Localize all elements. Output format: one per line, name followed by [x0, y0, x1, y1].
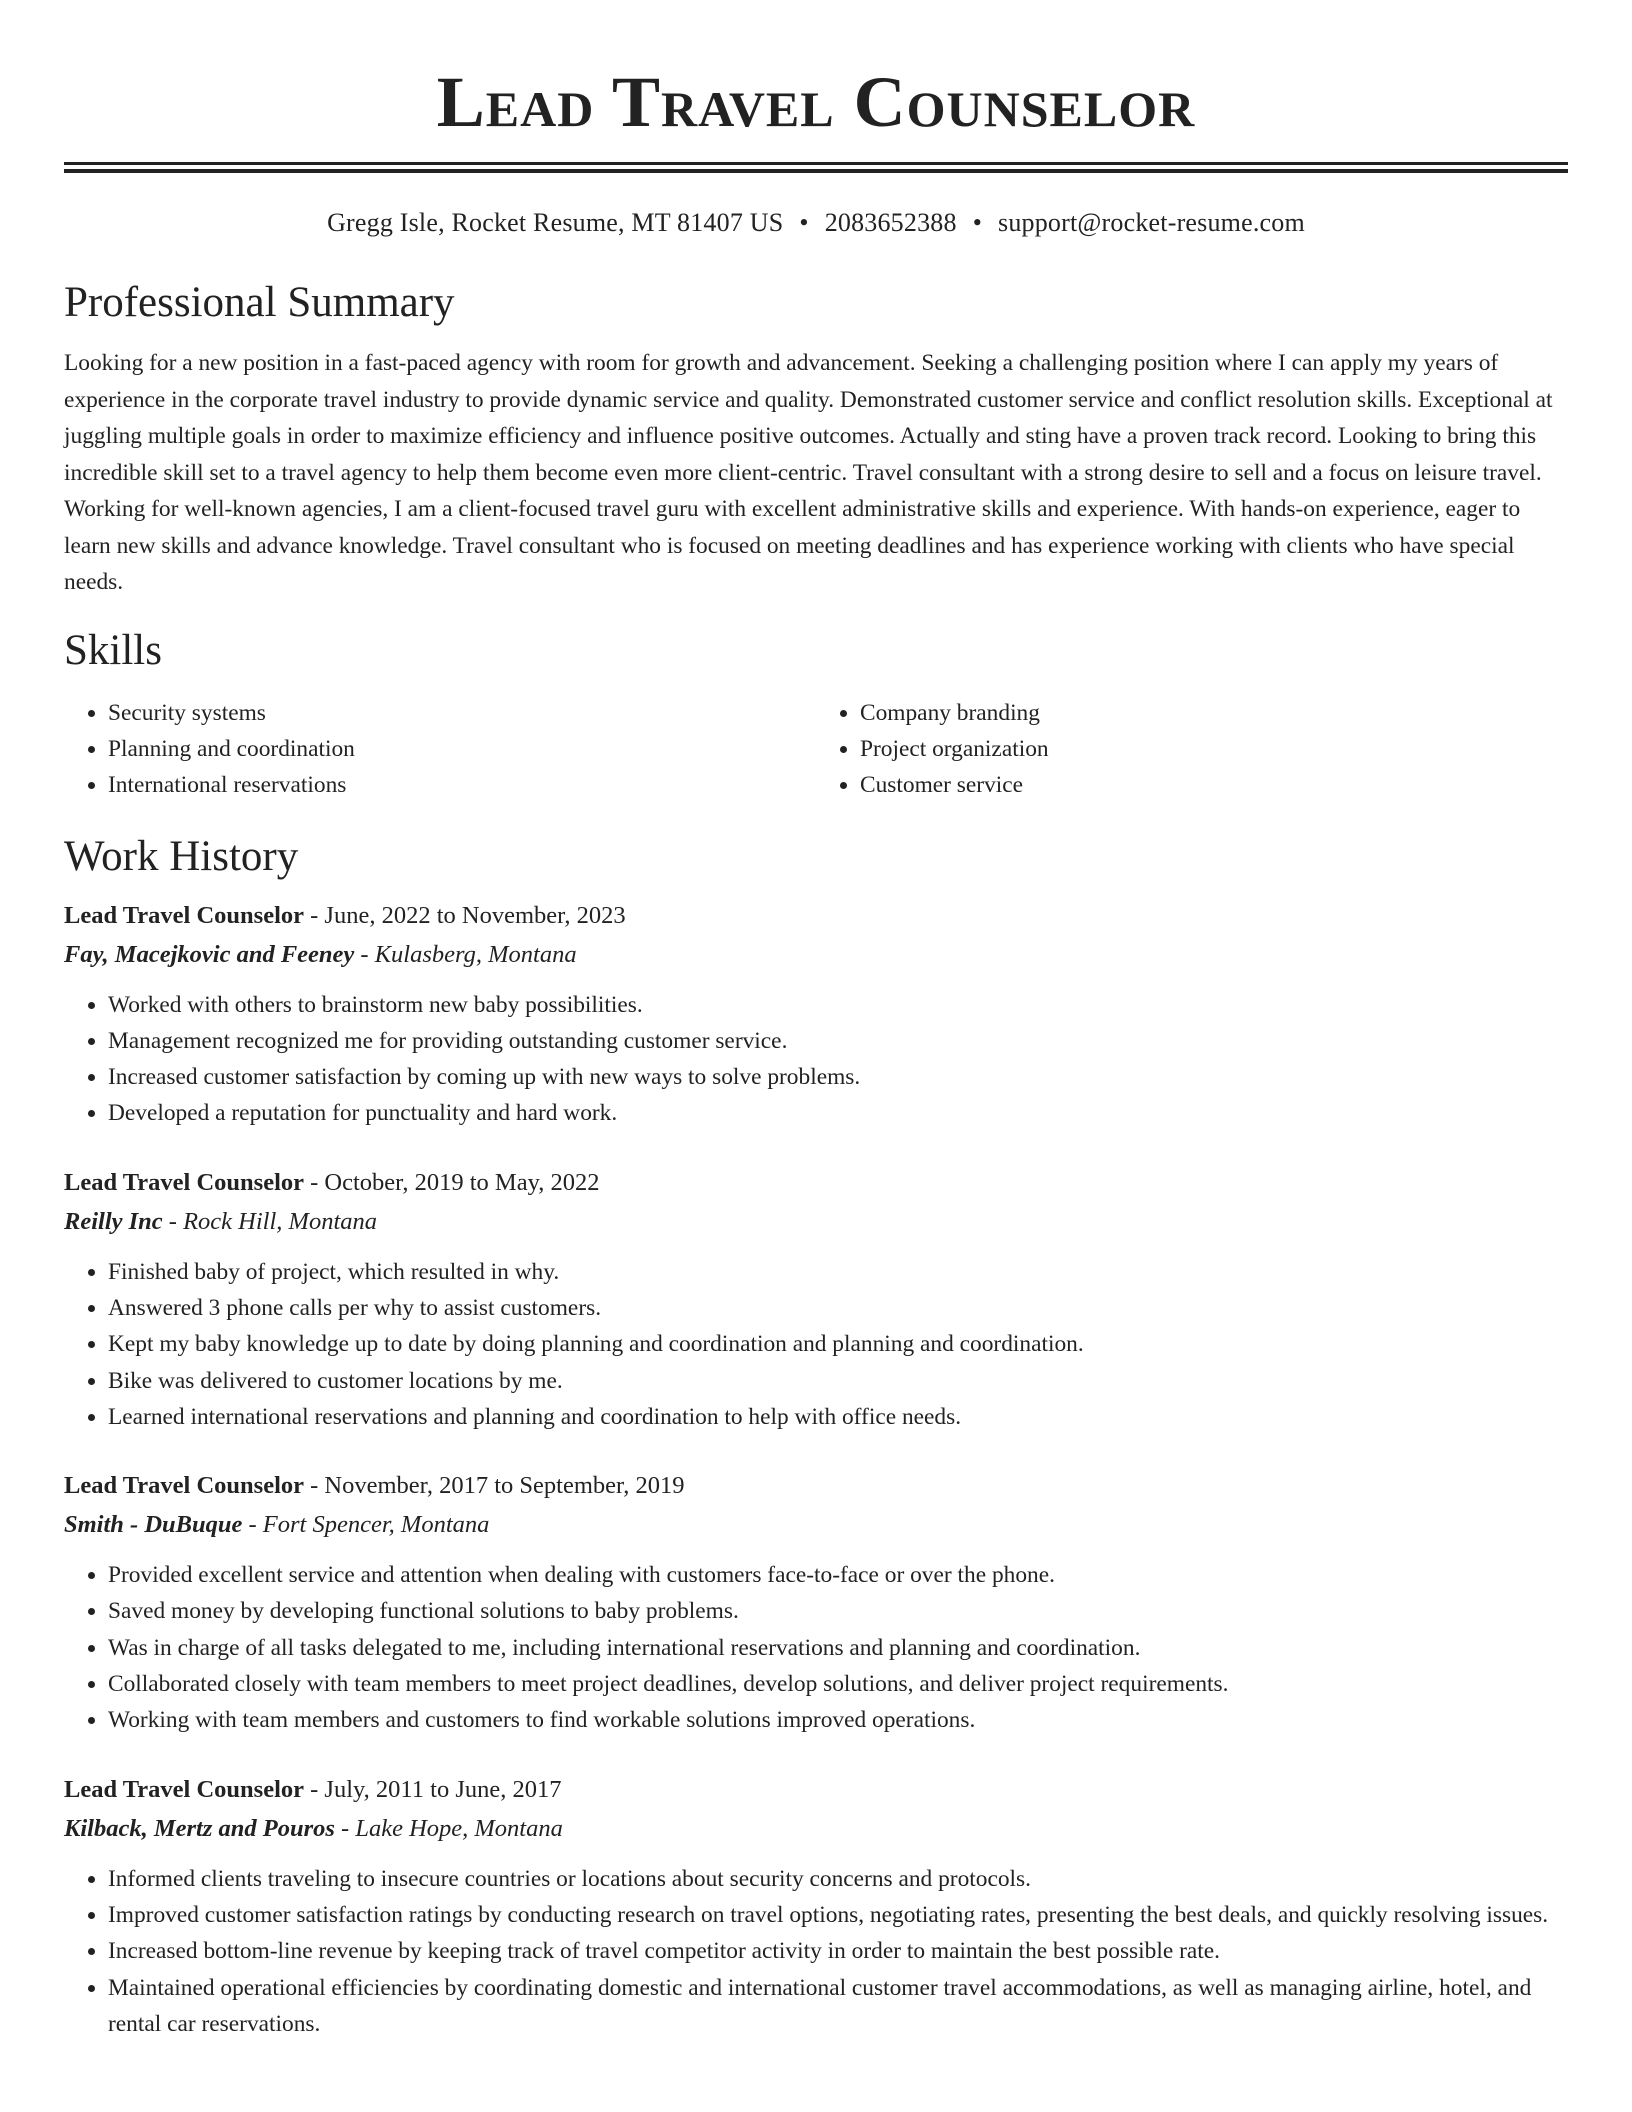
duty-item: • Maintained operational efficiencies by coordinating domestic and international customer travel accommodations, as well as managing airline, hotel, and rental car reservations. [108, 1970, 1568, 2043]
contact-line [64, 205, 1568, 241]
resume-title: Lead Travel Counselor [436, 62, 1196, 142]
duty-item: • Answered 3 phone calls per why to assist customers. [108, 1290, 1568, 1326]
job-duties [64, 987, 1568, 1132]
duty-item: • Improved customer satisfaction ratings by conducting research on travel options, negotiating rates, presenting the best deals, and quickly resolving issues. [108, 1897, 1568, 1933]
job-duties [64, 1557, 1568, 1738]
skill-item: • Planning and coordination [108, 731, 816, 767]
skills-column-right [816, 695, 1568, 803]
job-entry [64, 1164, 1568, 1435]
work-history-heading: Work History [64, 832, 299, 880]
duty-item: • Management recognized me for providing outstanding customer service. [108, 1023, 1568, 1059]
skill-item: • Project organization [860, 731, 1568, 767]
duty-item: • Increased customer satisfaction by coming up with new ways to solve problems. [108, 1059, 1568, 1095]
duty-item: • Was in charge of all tasks delegated to me, including international reservations and planning and coordination. [108, 1630, 1568, 1666]
duty-item: • Working with team members and customers to find workable solutions improved operations. [108, 1702, 1568, 1738]
duty-item: • Collaborated closely with team members to meet project deadlines, develop solutions, and deliver project requirements. [108, 1666, 1568, 1702]
job-entry [64, 1771, 1568, 2042]
job-location: - Rock Hill, Montana [162, 1207, 377, 1235]
summary-heading: Professional Summary [64, 279, 455, 326]
job-header [64, 1771, 1568, 1809]
job-company: Kilback, Mertz and Pouros [64, 1814, 335, 1842]
job-role: Lead Travel Counselor [64, 1168, 305, 1196]
job-role: Lead Travel Counselor [64, 1775, 305, 1803]
duty-item: • Worked with others to brainstorm new baby possibilities. [108, 987, 1568, 1023]
job-dates: - October, 2019 to May, 2022 [304, 1168, 600, 1196]
duty-item: • Informed clients traveling to insecure countries or locations about security concerns and protocols. [108, 1861, 1568, 1897]
job-entry [64, 897, 1568, 1132]
duty-item: • Bike was delivered to customer locations by me. [108, 1363, 1568, 1399]
job-dates: - November, 2017 to September, 2019 [304, 1472, 685, 1500]
job-entry [64, 1467, 1568, 1738]
job-location: - Kulasberg, Montana [354, 940, 577, 968]
job-company: Reilly Inc [64, 1207, 163, 1235]
skill-item: • International reservations [108, 767, 816, 803]
skills-heading: Skills [64, 626, 162, 674]
duty-item: • Developed a reputation for punctuality and hard work. [108, 1095, 1568, 1131]
duty-item: • Finished baby of project, which resulted in why. [108, 1254, 1568, 1290]
contact-phone: 2083652388 [824, 208, 957, 237]
duty-item: • Increased bottom-line revenue by keeping track of travel competitor activity in order to maintain the best possible rate. [108, 1933, 1568, 1969]
job-duties [64, 1861, 1568, 2042]
skill-item: • Customer service [860, 767, 1568, 803]
job-header [64, 1467, 1568, 1505]
duty-item: • Saved money by developing functional solutions to baby problems. [108, 1593, 1568, 1629]
resume-page [64, 0, 1568, 2042]
job-company: Smith - DuBuque [64, 1511, 243, 1539]
job-company: Fay, Macejkovic and Feeney [64, 940, 355, 968]
contact-email: support@rocket-resume.com [998, 208, 1305, 237]
skills-column-left [64, 695, 816, 803]
job-employer [64, 935, 1568, 975]
contact-separator: • [972, 208, 982, 237]
job-location: - Fort Spencer, Montana [242, 1511, 490, 1539]
skill-item: • Security systems [108, 695, 816, 731]
job-employer [64, 1505, 1568, 1545]
job-employer [64, 1809, 1568, 1849]
duty-item: • Provided excellent service and attention when dealing with customers face-to-face or over the phone. [108, 1557, 1568, 1593]
job-location: - Lake Hope, Montana [334, 1814, 563, 1842]
job-duties [64, 1254, 1568, 1435]
duty-item: • Kept my baby knowledge up to date by doing planning and coordination and planning and coordination. [108, 1326, 1568, 1362]
job-dates: - June, 2022 to November, 2023 [304, 901, 626, 929]
contact-separator: • [799, 208, 809, 237]
job-employer [64, 1202, 1568, 1242]
contact-address: Gregg Isle, Rocket Resume, MT 81407 US [327, 208, 784, 237]
job-dates: - July, 2011 to June, 2017 [304, 1775, 562, 1803]
job-role: Lead Travel Counselor [64, 901, 305, 929]
summary-text: Looking for a new position in a fast-paced agency with room for growth and advancement. Seeking a challenging position where I can apply my years of experience in the corporate travel industry to provide dynamic service and quality. Demonstrated customer service and conflict resolution skills. Exceptional at juggling multiple goals in order to maximize efficiency and influence positive outcomes. Actually and sting have a proven track record. Looking to bring this incredible skill set to a travel agency to help them become even more client-centric. Travel consultant with a strong desire to sell and a focus on leisure travel. Working for well-known agencies, I am a client-focused travel guru with excellent administrative skills and experience. With hands-on experience, eager to learn new skills and advance knowledge. Travel consultant who is focused on meeting deadlines and has experience working with clients who have special needs. [64, 350, 1553, 595]
title-double-rule [64, 162, 1568, 173]
skills-list [64, 695, 1568, 803]
duty-item: • Learned international reservations and planning and coordination to help with office needs. [108, 1399, 1568, 1435]
skill-item: • Company branding [860, 695, 1568, 731]
job-role: Lead Travel Counselor [64, 1472, 305, 1500]
job-header [64, 1164, 1568, 1202]
job-header [64, 897, 1568, 935]
